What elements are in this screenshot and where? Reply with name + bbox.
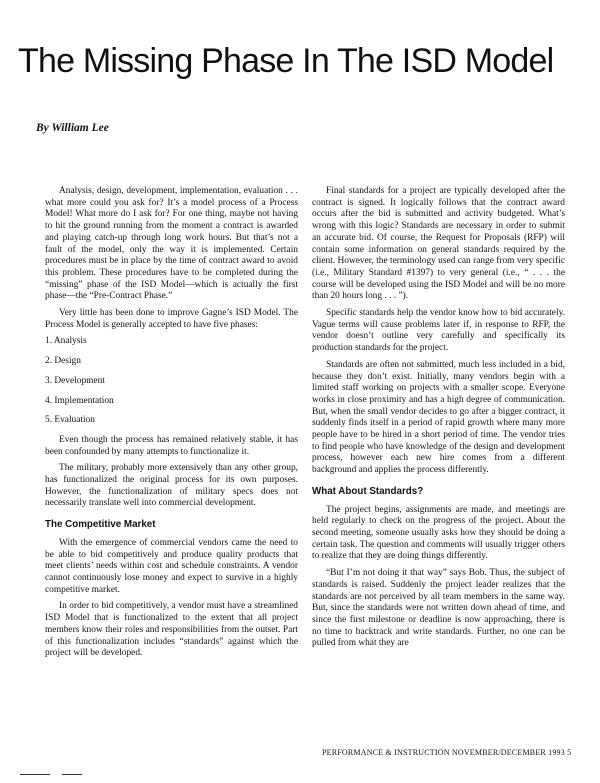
section-heading: The Competitive Market bbox=[45, 519, 156, 531]
section-heading: What About Standards? bbox=[312, 485, 424, 497]
paragraph: Standards are often not submitted, much less included in a bid, because they don’t exist. Initially, many vendors begin with a limited staff working on projects with a smaller scope. Everyone works in close proximity and has a high degree of communication. But, when the small vendor decides to go after a bigger contract, it suddenly finds itself in a period of rapid growth where many more people have to be hired in a short period of time. The vendor tries to find people who have knowledge of the design and development process, however each new hire comes from a different background and applies the process differently. bbox=[312, 359, 565, 476]
footer-rule bbox=[20, 774, 50, 775]
paragraph: “But I’m not doing it that way” says Bob. Thus, the subject of standards is raised. Suddenly the project leader realizes that the standards are not perceived by all team members in the same way. But, since the standards were not written down ahead of time, and since the first milestone or deadline is now approaching, there is no time to backtrack and write standards. Further, no one can be pulled from what they are bbox=[312, 568, 565, 649]
paragraph: The project begins, assignments are made, and meetings are held regularly to check on the progress of the project. About the second meeting, someone usually asks how they should be doing a certain task. The question and comments will usually trigger others to realize that they are doing things differently. bbox=[312, 504, 565, 562]
footer-rule bbox=[62, 774, 82, 775]
list-item: 1. Analysis bbox=[45, 336, 87, 347]
byline: By William Lee bbox=[36, 122, 109, 134]
list-item: 2. Design bbox=[45, 356, 81, 367]
paragraph: Very little has been done to improve Gagne’s ISD Model. The Process Model is generally accepted to have five phases: bbox=[45, 308, 298, 330]
left-column bbox=[45, 186, 298, 665]
phase-list bbox=[45, 336, 298, 427]
list-item: 5. Evaluation bbox=[45, 415, 95, 426]
article-title: The Missing Phase In The ISD Model bbox=[18, 42, 554, 80]
list-item: 4. Implementation bbox=[45, 395, 114, 406]
list-item: 3. Development bbox=[45, 375, 105, 386]
page-footer: PERFORMANCE & INSTRUCTION NOVEMBER/DECEMBER 1993 5 bbox=[322, 748, 572, 757]
paragraph: Analysis, design, development, implementation, evaluation . . . what more could you ask for? It’s a model process of a Process Model! What more do I ask for? For one thing, maybe not having to hit the ground running from the moment a contract is awarded and playing catch-up through long work hours. But that’s not a fault of the model, only the way it is implemented. Certain procedures must be in place by the time of contract award to avoid this problem. These procedures have to be completed during the “missing” phase of the ISD Model—which is actually the first phase—the “Pre-Contract Phase.” bbox=[45, 186, 298, 302]
right-column bbox=[312, 186, 565, 655]
paragraph: Even though the process has remained relatively stable, it has been confounded by many attempts to functionalize it. bbox=[45, 434, 298, 457]
paragraph: Specific standards help the vendor know how to bid accurately. Vague terms will cause problems later if, in response to RFP, the vendor doesn’t outline very carefully and specifically its production standards for the project. bbox=[312, 308, 565, 354]
paragraph: The military, probably more extensively than any other group, has functionalized the original process for its own purposes. However, the functionalization of military specs does not necessarily translate well into commercial development. bbox=[45, 463, 298, 509]
paragraph: Final standards for a project are typically developed after the contract is signed. It logically follows that the contract award occurs after the bid is submitted and activity budgeted. What’s wrong with this logic? Standards are necessary in order to submit an accurate bid. Of course, the Request for Proposals (RFP) will contain some information on general standards required by the client. However, the terminology used can range from very specific (i.e., Military Standard #1397) to very general (i.e., “ . . . the course will be developed using the ISD Model and will be no more than 20 hours long . . . ”). bbox=[312, 186, 565, 302]
paragraph: In order to bid competitively, a vendor must have a streamlined ISD Model that is functionalized to the extent that all project members know their roles and responsibilities from the outset. Part of this functionalization includes “standards” against which the project will be developed. bbox=[45, 601, 298, 659]
paragraph: With the emergence of commercial vendors came the need to be able to bid competitively and produce quality products that meet clients’ needs within cost and schedule constraints. A vendor cannot continuously lose money and expect to survive in a highly competitive market. bbox=[45, 537, 298, 595]
